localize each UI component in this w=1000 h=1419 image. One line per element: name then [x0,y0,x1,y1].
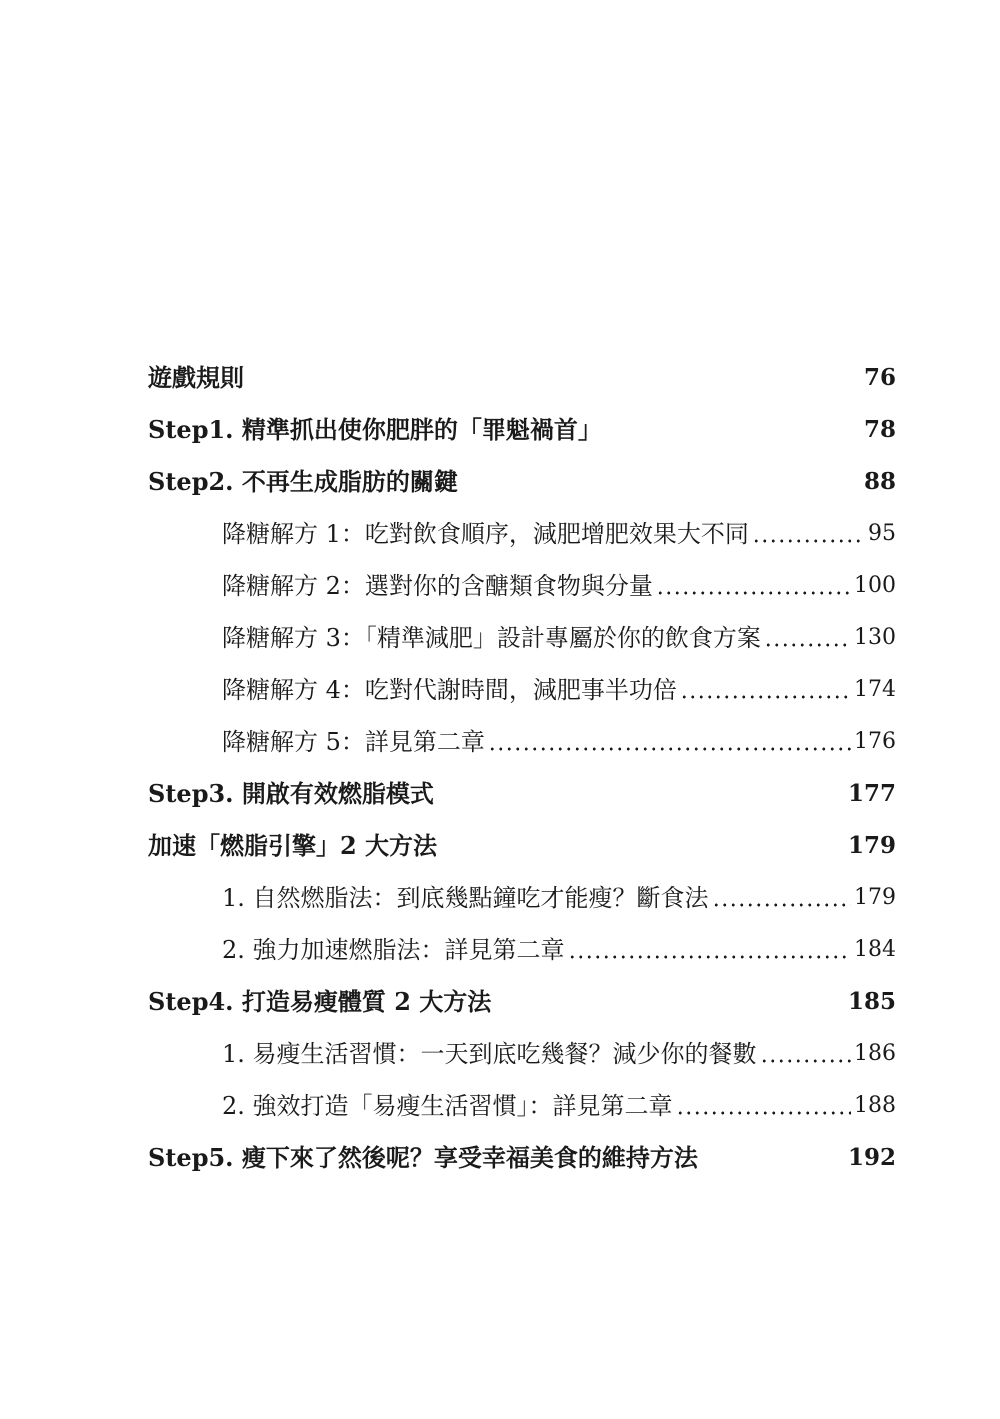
toc-entry-page: 88 [863,468,896,495]
toc-entry [148,404,896,456]
toc-entry-title: Step3. 開啟有效燃脂模式 [148,779,434,808]
toc-entry [148,1132,896,1184]
toc-subentry-title: 2. 強力加速燃脂法：詳見第二章 [222,936,565,964]
dot-leader [488,716,851,768]
dot-leader [712,872,851,924]
dot-leader [760,1028,851,1080]
toc-subentry-page: 174 [854,677,896,702]
toc-subentry [148,560,896,612]
toc-subentry-title: 降糖解方 5：詳見第二章 [222,728,485,756]
dot-leader [680,664,851,716]
toc-subentry-page: 176 [854,729,896,754]
toc-entry-page: 192 [847,1144,896,1171]
toc-subentry [148,612,896,664]
dot-leader [676,1080,851,1132]
toc-entry-page: 185 [847,988,896,1015]
toc-entry-page: 177 [847,780,896,807]
toc-entry [148,352,896,404]
toc-subentry-page: 100 [854,573,896,598]
toc-entry [148,820,896,872]
toc-entry [148,768,896,820]
toc-subentry [148,716,896,768]
dot-leader [656,560,851,612]
toc-entry-title: Step5. 瘦下來了然後呢？享受幸福美食的維持方法 [148,1143,698,1172]
toc-subentry-title: 降糖解方 4：吃對代謝時間，減肥事半功倍 [222,676,677,704]
toc-subentry [148,1028,896,1080]
toc-subentry-page: 188 [854,1093,896,1118]
toc-entry-title: Step2. 不再生成脂肪的關鍵 [148,467,458,496]
toc-entry-title: Step1. 精準抓出使你肥胖的「罪魁禍首」 [148,415,602,444]
toc-subentry-page: 179 [854,885,896,910]
toc-subentry-page: 130 [854,625,896,650]
toc-subentry [148,508,896,560]
dot-leader [568,924,851,976]
toc-subentry-title: 降糖解方 2：選對你的含醣類食物與分量 [222,572,653,600]
toc-subentry-page: 186 [854,1041,896,1066]
toc-subentry-title: 降糖解方 1：吃對飲食順序，減肥增肥效果大不同 [222,520,749,548]
toc-subentry-page: 184 [854,937,896,962]
table-of-contents [148,352,896,1184]
toc-entry-title: 遊戲規則 [148,363,244,392]
toc-subentry-page: 95 [868,521,896,546]
toc-entry-page: 179 [847,832,896,859]
toc-subentry [148,872,896,924]
toc-entry-page: 76 [863,364,896,391]
toc-subentry-title: 降糖解方 3：「精準減肥」設計專屬於你的飲食方案 [222,624,761,652]
toc-entry [148,976,896,1028]
toc-subentry [148,924,896,976]
toc-subentry [148,664,896,716]
toc-entry-title: 加速「燃脂引擎」2 大方法 [148,831,438,860]
toc-subentry [148,1080,896,1132]
toc-entry [148,456,896,508]
dot-leader [752,508,865,560]
toc-subentry-title: 1. 易瘦生活習慣：一天到底吃幾餐？減少你的餐數 [222,1040,757,1068]
toc-subentry-title: 1. 自然燃脂法：到底幾點鐘吃才能瘦？斷食法 [222,884,709,912]
toc-entry-page: 78 [863,416,896,443]
dot-leader [764,612,851,664]
toc-subentry-title: 2. 強效打造「易瘦生活習慣」：詳見第二章 [222,1092,673,1120]
toc-entry-title: Step4. 打造易瘦體質 2 大方法 [148,987,492,1016]
